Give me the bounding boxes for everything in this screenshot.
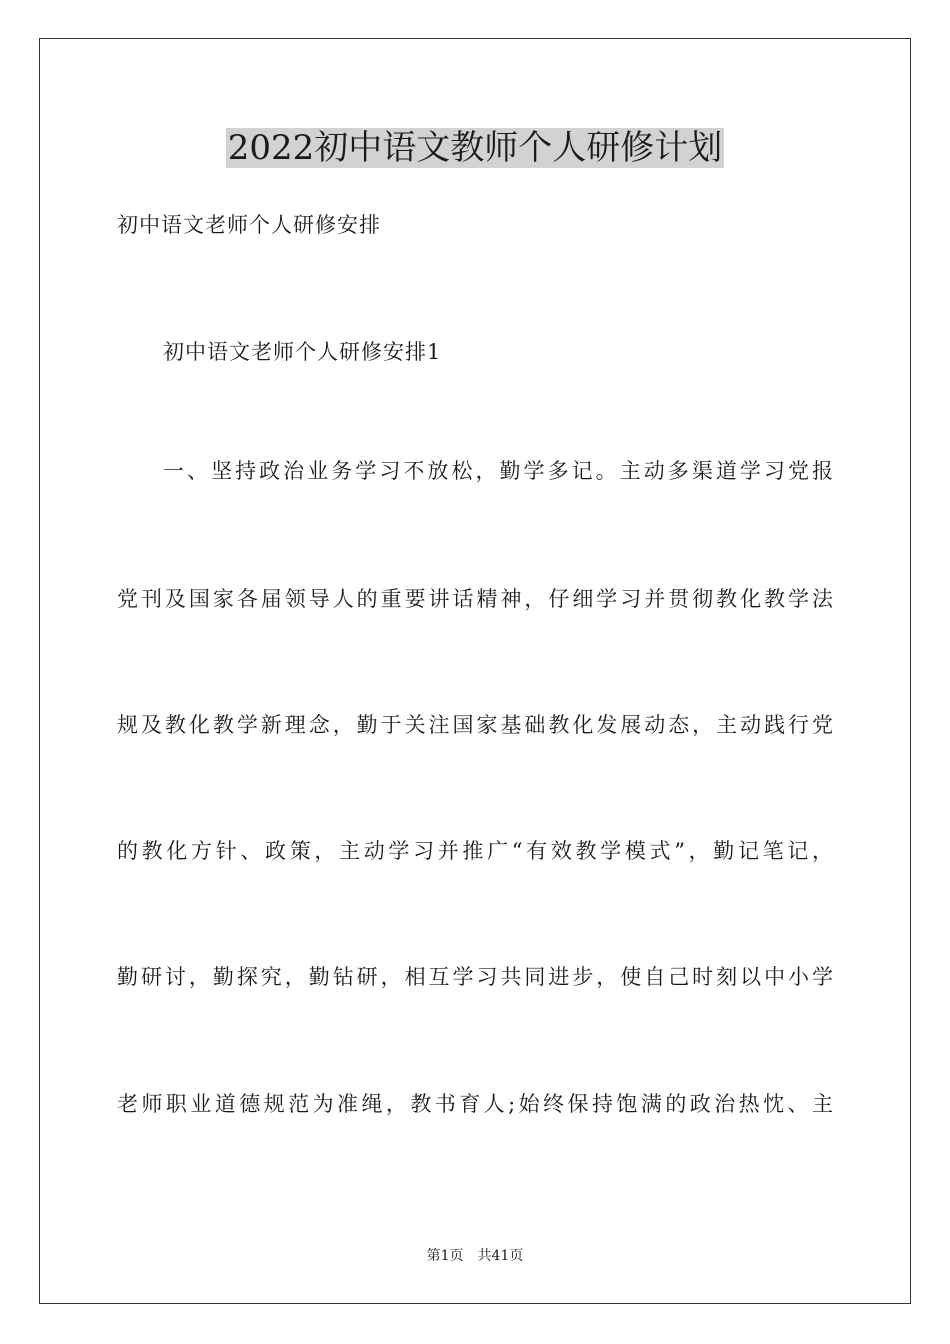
document-subtitle: 初中语文老师个人研修安排 [117, 213, 381, 237]
page-footer [0, 1247, 950, 1265]
body-line: 一、坚持政治业务学习不放松，勤学多记。主动多渠道学习党报 [163, 459, 833, 483]
section-heading: 初中语文老师个人研修安排1 [163, 340, 442, 364]
body-line: 的教化方针、政策，主动学习并推广“有效教学模式”，勤记笔记， [117, 839, 833, 863]
page-total: 共41页 [477, 1248, 524, 1264]
document-title-text: 2022初中语文教师个人研修计划 [227, 128, 723, 168]
page-number: 第1页 [426, 1248, 464, 1264]
body-line: 党刊及国家各届领导人的重要讲话精神，仔细学习并贯彻教化教学法 [117, 587, 833, 611]
body-line: 老师职业道德规范为准绳，教书育人;始终保持饱满的政治热忱、主 [117, 1092, 833, 1116]
document-title [0, 128, 950, 168]
body-line: 勤研讨，勤探究，勤钻研，相互学习共同进步，使自己时刻以中小学 [117, 965, 833, 989]
body-line: 规及教化教学新理念，勤于关注国家基础教化发展动态，主动践行党 [117, 713, 833, 737]
